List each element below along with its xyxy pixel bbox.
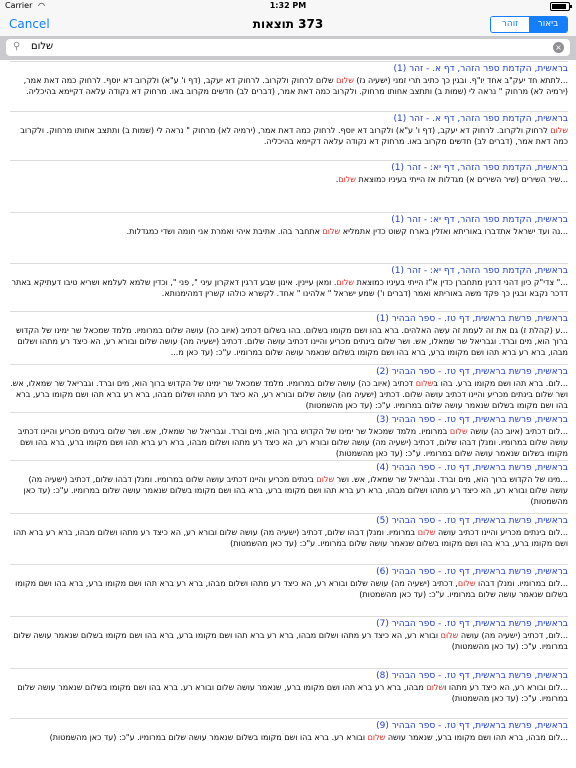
result-snippet <box>10 125 568 147</box>
result-snippet <box>10 527 568 549</box>
segment-biur[interactable]: ביאור <box>529 17 567 32</box>
snippet-text-after: ובורא רע. ברא בהו ושם מקומו בשלום שנאמר עושה שלום במרומיו. ע"כ: (עד כאן מהשמטות) <box>49 733 368 742</box>
result-item[interactable] <box>10 314 568 358</box>
search-icon: ⚲ <box>13 41 21 52</box>
result-separator <box>10 212 568 213</box>
source-segmented-control <box>490 16 568 33</box>
result-title: בראשית, פרשת בראשית, דף טז. - ספר הבהיר (5) <box>376 516 568 526</box>
result-item[interactable] <box>10 721 568 743</box>
snippet-text-after: שלום לרחוק ולקרוב. לרחוק דא יעקב, (דף ו' ע"א) ולקרוב דא יוסף. לרחוק כמה דאת אמר, (ירמיה לא) מרחוק " נראה לי (שמות ב) ותתצב אחותו מרחוק. ולקרוב כמה דאת אמר, (דברים לב) חדשים מקרוב באו. מרחוק דא נקודה עלאה דקיימא בהיכליה. <box>23 76 568 96</box>
snippet-text-after: . <box>335 175 339 184</box>
result-snippet <box>10 578 568 600</box>
result-snippet <box>10 630 568 652</box>
result-separator <box>10 61 568 62</box>
result-separator <box>10 718 568 719</box>
result-title: בראשית, פרשת בראשית, דף טז. - ספר הבהיר (2) <box>376 367 568 377</box>
result-item[interactable] <box>10 367 568 411</box>
snippet-highlight: שלום <box>417 528 436 537</box>
snippet-highlight: שלום <box>338 175 356 184</box>
navigation-bar <box>0 12 576 36</box>
result-snippet <box>10 226 568 237</box>
result-title: בראשית, הקדמת ספר הזהר, דף יא: - זהר (1) <box>391 266 568 276</box>
snippet-text-before: ...לום. ברא תהו ושם מקומו ברע. בהו ב <box>433 379 568 388</box>
result-snippet <box>10 75 568 97</box>
result-separator <box>10 564 568 565</box>
snippet-highlight: שלום <box>550 126 568 135</box>
result-separator <box>10 412 568 413</box>
result-snippet <box>10 174 568 185</box>
status-bar <box>0 0 576 12</box>
snippet-highlight: שלום <box>457 579 476 588</box>
snippet-text-before: ...מינו של הקדוש ברוך הוא, מים וברד. וגבריאל שר שמאלו, אש. ושר <box>334 475 568 484</box>
carrier-label: Carrier <box>5 1 33 10</box>
status-time: 1:32 PM <box>269 1 307 10</box>
search-input[interactable] <box>6 39 570 56</box>
snippet-highlight: שלום <box>336 278 355 287</box>
snippet-text-before: ...שיר השירים (שיר השירים א) מגדלות אז הייתי בעיניו כמוצאת <box>355 175 568 184</box>
result-item[interactable] <box>10 516 568 549</box>
result-title: בראשית, פרשת בראשית, דף טז. - ספר הבהיר (8) <box>376 671 568 681</box>
snippet-highlight: שלום <box>322 227 341 236</box>
cancel-button[interactable]: Cancel <box>9 17 50 31</box>
result-snippet <box>10 378 568 411</box>
result-title: בראשית, הקדמת ספר הזהר, דף א. - זהר (1) <box>393 114 568 124</box>
result-item[interactable] <box>10 215 568 237</box>
result-separator <box>10 111 568 112</box>
snippet-highlight: שלום <box>367 733 386 742</box>
wifi-icon: ◠ <box>38 1 45 10</box>
snippet-highlight: שלום <box>316 475 335 484</box>
result-snippet <box>10 325 568 358</box>
result-title: בראשית, הקדמת ספר הזהר, דף יא: - זהר (1) <box>391 215 568 225</box>
result-separator <box>10 160 568 161</box>
result-item[interactable] <box>10 619 568 652</box>
snippet-text-before: ...לום, דכתיב (ישעיה מה) עושה <box>458 631 568 640</box>
result-separator <box>10 668 568 669</box>
result-snippet <box>10 682 568 704</box>
result-title: בראשית, פרשת בראשית, דף טז. - ספר הבהיר (9) <box>376 721 568 731</box>
result-item[interactable] <box>10 64 568 97</box>
snippet-text-after: לרחוק ולקרוב. לרחוק דא יעקב, (דף ו' ע"א) ולקרוב דא יוסף. לרחוק כמה דאת אמר, (ירמיה לא) מרחוק " נראה לי (שמות ב) ותתצב אחותו מרחוק. ולקרוב כמה דאת אמר, (דברים לב) חדשים מקרוב באו. מרחוק דא נקודה עלאה דקיימא בהיכליה. <box>20 126 568 146</box>
snippet-text-after: אתחבר בהו. אתיבת איהי ואמרת אני חומה ושדי כמגדלות. <box>126 227 323 236</box>
result-separator <box>10 364 568 365</box>
snippet-text-before: ..." צדי"ק כיון דהני דרגין מתחברן כדין א"ז הייתי בעיניו כמוצאת <box>354 278 568 287</box>
result-snippet <box>10 426 568 459</box>
snippet-text-before: ...לום דכתיב (איוב כה) עושה <box>467 427 568 436</box>
result-separator <box>10 263 568 264</box>
result-item[interactable] <box>10 163 568 185</box>
snippet-highlight: שלום <box>440 631 459 640</box>
result-title: בראשית, פרשת בראשית, דף טז. - ספר הבהיר (6) <box>376 567 568 577</box>
result-title: בראשית, פרשת בראשית, דף טז. - ספר הבהיר (3) <box>376 415 568 425</box>
clear-search-icon[interactable]: × <box>553 42 564 53</box>
result-item[interactable] <box>10 567 568 600</box>
search-bar <box>0 36 576 60</box>
result-title: בראשית, הקדמת ספר הזהר, דף א. - זהר (1) <box>393 64 568 74</box>
result-title: בראשית, פרשת בראשית, דף טז. - ספר הבהיר (7) <box>376 619 568 629</box>
snippet-text-after: , דכתיב (ישעיה מה) עושה שלום ובורא רע, הא כיצד רע מתהו ושלום מבהו, ברא רע ברא תהו ושם מקומו ברע, ברא בהו ושם מקומו בשלום שנאמר עושה שלום במרומיו. ע"כ: (עד כאן מהשמטות) <box>15 579 568 599</box>
result-separator <box>10 513 568 514</box>
result-item[interactable] <box>10 415 568 459</box>
result-item[interactable] <box>10 266 568 299</box>
snippet-text-after: דכתיב (איוב כה) עושה שלום במרומיו. מלמד שמכאל שר ימינו של הקדוש ברוך הוא, מים וברד. וגבריאל שר שמאלו, אש. ושר שלום בינתים מכריע והיינו דכתיב עושה שלום. דכתיב (ישעיה מה) עושה שלום ובורא רע, הא כיצד רע מתהו ושלום מבהו, ברא רע ברא תהו ושם מקומו ברע, ברא בהו ושם מקומו בשלום שנאמר עושה שלום במרומיו. ע"כ: (עד כאן מהשמטות) <box>10 379 568 410</box>
snippet-text-before: ...לום במרומיו. ומנלן דבהו <box>475 579 568 588</box>
result-snippet <box>10 732 568 743</box>
result-separator <box>10 460 568 461</box>
results-list <box>0 61 576 768</box>
result-snippet <box>10 474 568 507</box>
result-snippet <box>10 277 568 299</box>
search-query-text[interactable]: שלום <box>31 41 54 52</box>
result-title: בראשית, הקדמת ספר הזהר, דף יא: - זהר (1) <box>391 163 568 173</box>
result-item[interactable] <box>10 114 568 147</box>
result-item[interactable] <box>10 671 568 704</box>
snippet-text-before: ...ע (קהלת ז) גם את זה לעמת זה עשה האלהים. ברא בהו ושם מקומו בשלום. בהו בשלום דכתיב (איוב כה) עושה שלום במרומיו. מלמד שמכאל שר ימינו של הקדוש ברוך הוא, מים וברד. וגבריאל שר שמאלו, אש. ושר שלום בינתים מכריע והיינו דכתיב עושה שלום. דכתיב (ישעיה מה) עושה שלום ובורא רע, הא כיצד רע מתהו ושלום מבהו, ברא רע ברא תהו ושם מקומו ברע, ברא בהו ושם מקומו בשלום שנאמר עושה שלום במרומיו. ע"כ: (עד כאן מ... <box>15 326 568 357</box>
snippet-highlight: שלום <box>449 427 468 436</box>
result-item[interactable] <box>10 463 568 507</box>
snippet-highlight: שלום <box>426 683 445 692</box>
snippet-text-after: במרומיו. ומנלן דבהו שלום, דכתיב (ישעיה מה) עושה שלום ובורא רע, הא כיצד רע מתהו ושלום מבהו, ברא רע ברא תהו ושם מקומו ברע, ברא בהו ושם מקומו בשלום שנאמר עושה שלום במרומיו. ע"כ: (עד כאן מהשמטות) <box>13 528 568 548</box>
results-count-title: 373 תוצאות <box>252 17 324 31</box>
snippet-text-after: מבהו, ברא רע ברא תהו ושם מקומו ברע, שנאמר עושה שלום ובורא רע. ברא בהו ושם מקומו בשלום שנאמר עושה שלום במרומיו. ע"כ: (עד כאן מהשמטות) <box>17 683 568 703</box>
snippet-text-after: ובורא רע, הא כיצד רע מתהו ושלום מבהו, ברא רע ברא תהו ושם מקומו ברע, ברא בהו ושם מקומו בשלום שנאמר עושה שלום במרומיו. ע"כ: (עד כאן מהשמטות) <box>13 631 568 651</box>
snippet-text-after: בינתים מכריע והיינו דכתיב עושה שלום במרומיו. ומנלן דבהו שלום, דכתיב (ישעיה מה) עושה שלום ובורא רע, הא כיצד רע מתהו ושלום מבהו, ברא רע ברא תהו ושם מקומו ברע, ברא בהו ושם מקומו בשלום שנאמר עושה שלום במרומיו. ע"כ: (עד כאן מהשמטות) <box>23 475 568 506</box>
snippet-text-after: במרומיו. מלמד שמכאל שר ימינו של הקדוש ברוך הוא, מים וברד. וגבריאל שר שמאלו, אש. ושר שלום בינתים מכריע והיינו דכתיב עושה שלום במרומיו. ומנלן דבהו שלום, דכתיב (ישעיה מה) עושה שלום ובורא רע, הא כיצד רע מתהו ושלום מבהו, ברא רע ברא תהו ושם מקומו ברע, ברא בהו ושם מקומו בשלום שנאמר עושה שלום במרומיו. ע"כ: (עד כאן מהשמטות) <box>17 427 568 458</box>
result-title: בראשית, פרשת בראשית, דף טז. - ספר הבהיר (1) <box>376 314 568 324</box>
battery-icon <box>550 2 570 11</box>
result-separator <box>10 311 568 312</box>
snippet-highlight: שלום <box>415 379 434 388</box>
segment-zohar[interactable]: זוהר <box>491 17 529 32</box>
result-title: בראשית, פרשת בראשית, דף טז. - ספר הבהיר (4) <box>376 463 568 473</box>
snippet-text-after: . ומאן עיינין. אינון שבע דרגין דאקרון עיני ", פני ", וכדין שלמא לעלמא ושריא טיבו דעתיקא באתר דדכר נקבא ובגין כך פקד משה באוריתא ואמר (דברים ו') שמע ישראל " אלהינו " אחד. לקשרא כולהו קשרין דמהימנותא. <box>11 278 568 298</box>
snippet-highlight: שלום <box>336 76 354 85</box>
snippet-text-before: ...לתתא חד יעק"ב אחד יו"ף. ובגין כך כתיב תרי זמני (ישעיה נז) <box>353 76 568 85</box>
snippet-text-before: ...לום ובורא רע, הא כיצד רע מתהו ו <box>444 683 568 692</box>
snippet-text-before: ...נה ועד ישראל אתדברו באוריתא ואזלין בארח קשוט כדין אתמליא <box>340 227 568 236</box>
result-separator <box>10 616 568 617</box>
snippet-text-before: ...לום מבהו, ברא תהו ושם מקומו ברע, שנאמר עושה <box>385 733 568 742</box>
snippet-text-before: ...לום בינתים מכריע והיינו דכתיב עושה <box>435 528 568 537</box>
